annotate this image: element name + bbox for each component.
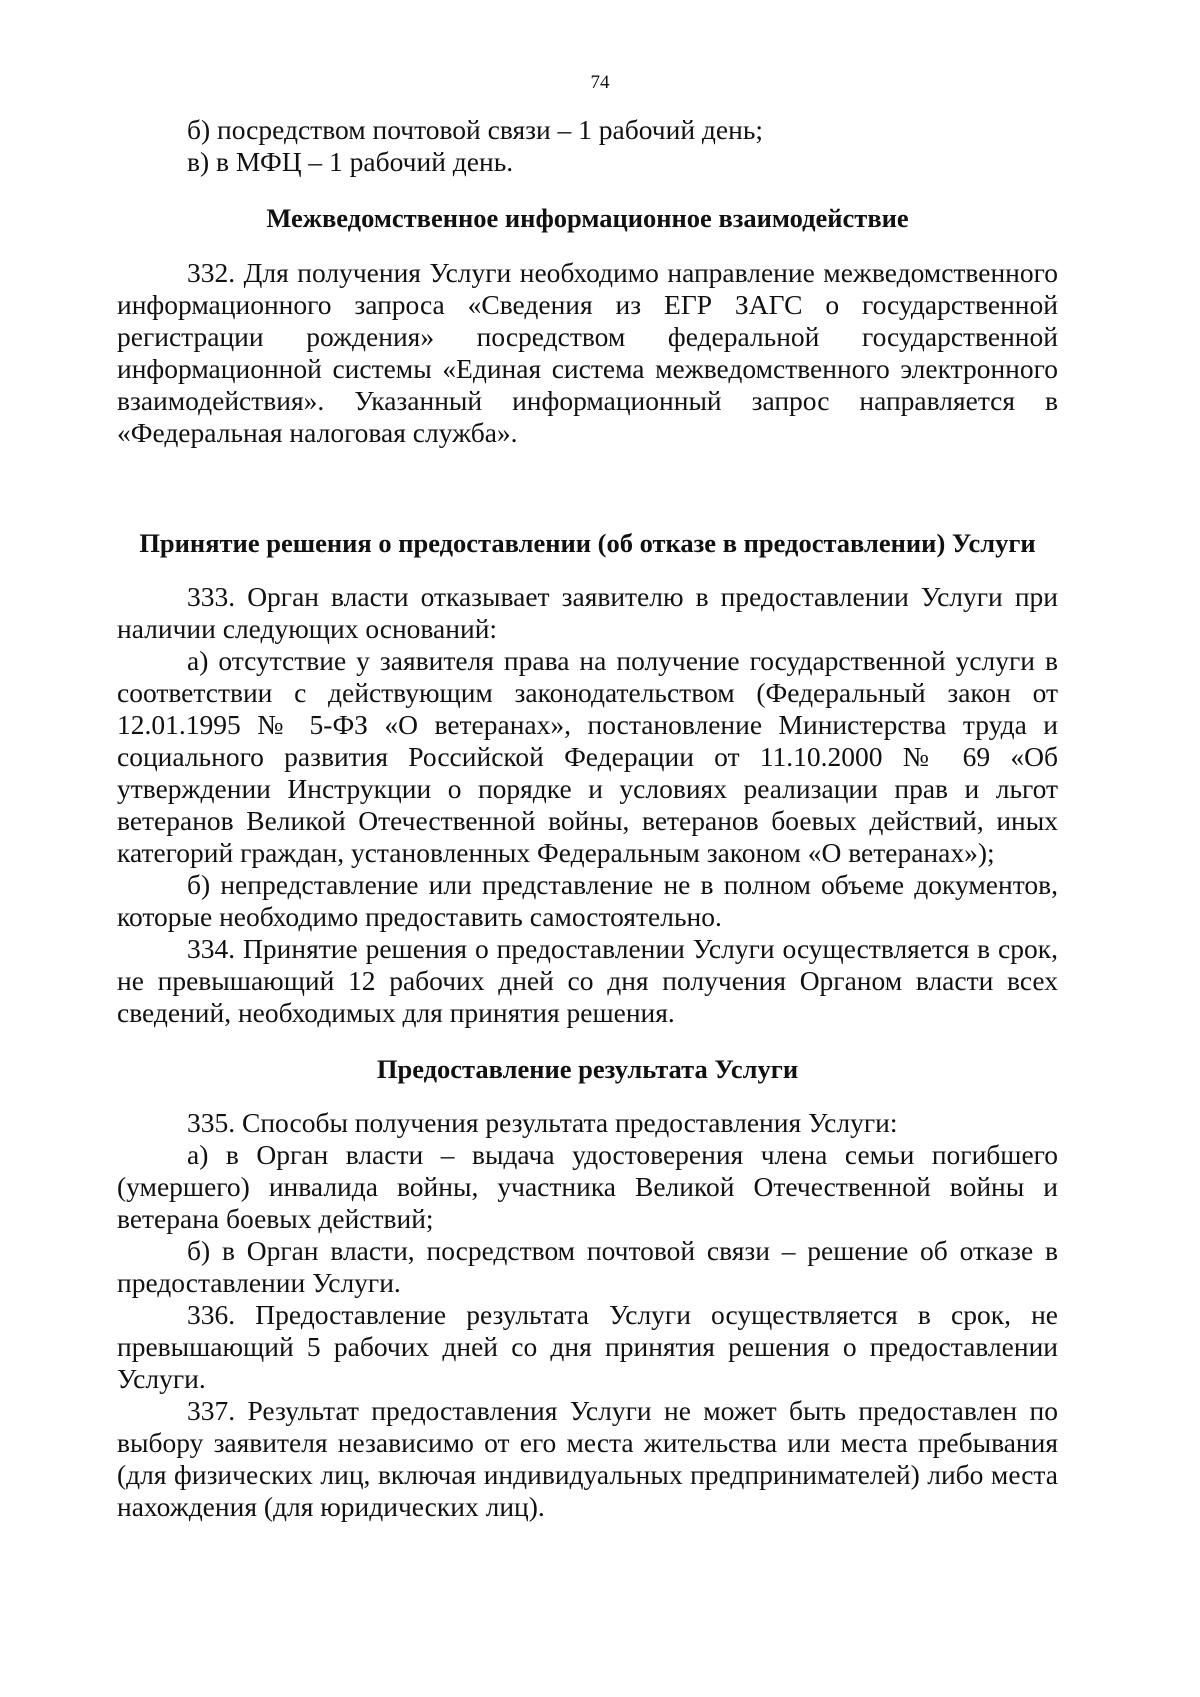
paragraph-337: 337. Результат предоставления Услуги не может быть предоставлен по выбору заявителя независимо от его места жительства или места пребывания (для физических лиц, включая индивидуальных предпринимателей) либо места нахождения (для юридических лиц). [117, 1395, 1058, 1522]
section-heading-result: Предоставление результата Услуги [376, 1054, 799, 1084]
intro-item-v: в) в МФЦ – 1 рабочий день. [187, 146, 514, 177]
paragraph-333-a: а) отсутствие у заявителя права на получение государственной услуги в соответствии с действующим законодательством (Федеральный закон от 12.01.1995 № 5-ФЗ «О ветеранах», постановление Министерства труда и социального развития Российской Федерации от 11.10.2000 № 69 «Об утверждении Инструкции о порядке и условиях реализации прав и льгот ветеранов Великой Отечественной войны, ветеранов боевых действий, иных категорий граждан, установленных Федеральным законом «О ветеранах»); [117, 645, 1058, 868]
paragraph-332: 332. Для получения Услуги необходимо направление межведомственного информационного запроса «Сведения из ЕГР ЗАГС о государственной регистрации рождения» посредством федеральной государственной информационной системы «Единая система межведомственного электронного взаимодействия». Указанный информационный запрос направляется в «Федеральная налоговая служба». [117, 257, 1058, 448]
section-heading-interagency: Межведомственное информационное взаимодействие [266, 203, 909, 233]
paragraph-335-a: а) в Орган власти – выдача удостоверения члена семьи погибшего (умершего) инвалида войны, участника Великой Отечественной войны и ветерана боевых действий; [117, 1139, 1058, 1234]
paragraph-333-b: б) непредставление или представление не в полном объеме документов, которые необходимо предоставить самостоятельно. [117, 869, 1058, 932]
paragraph-334: 334. Принятие решения о предоставлении Услуги осуществляется в срок, не превышающий 12 рабочих дней со дня получения Органом власти всех сведений, необходимых для принятия решения. [117, 933, 1058, 1028]
paragraph-336: 336. Предоставление результата Услуги осуществляется в срок, не превышающий 5 рабочих дней со дня принятия решения о предоставлении Услуги. [117, 1299, 1058, 1394]
page-number: 74 [590, 72, 610, 93]
paragraph-333: 333. Орган власти отказывает заявителю в предоставлении Услуги при наличии следующих оснований: [117, 581, 1058, 644]
paragraph-335-b: б) в Орган власти, посредством почтовой связи – решение об отказе в предоставлении Услуги. [117, 1235, 1058, 1298]
section-heading-decision: Принятие решения о предоставлении (об отказе в предоставлении) Услуги [139, 528, 1036, 558]
intro-item-b: б) посредством почтовой связи – 1 рабочий день; [187, 114, 764, 145]
paragraph-335: 335. Способы получения результата предоставления Услуги: [187, 1107, 898, 1138]
document-body [117, 114, 1058, 1523]
